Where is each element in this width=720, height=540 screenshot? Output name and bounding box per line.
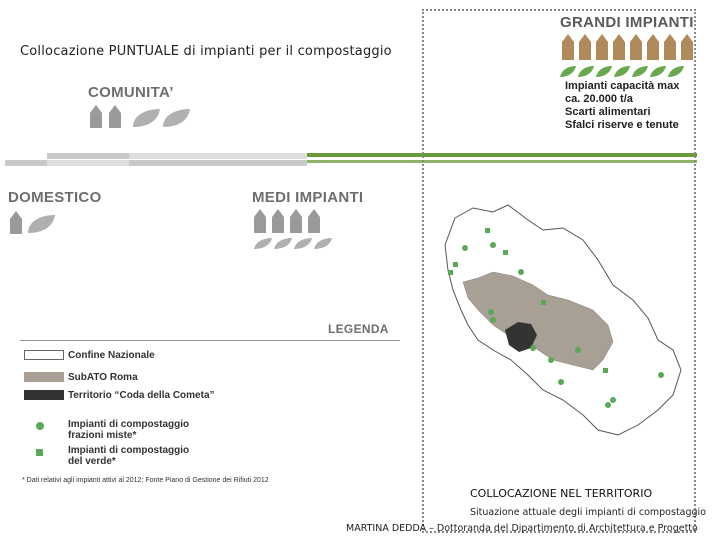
subtitle-caption: Situazione attuale degli impianti di compostaggio xyxy=(470,507,707,518)
legend-footnote: * Dati relativi agli impianti attivi al 2012; Fonte Piano di Gestione dei Rifiuti 2012 xyxy=(22,477,269,484)
house-icon xyxy=(681,34,693,60)
grandi-impianti-label: GRANDI IMPIANTI xyxy=(560,14,694,31)
leaf-icon xyxy=(28,215,55,233)
legend-label-cometa: Territorio “Coda della Cometa” xyxy=(68,390,215,401)
circle-marker-icon xyxy=(34,420,46,432)
house-icon xyxy=(664,34,676,60)
house-icon xyxy=(308,209,320,233)
house-icon xyxy=(10,211,22,234)
grandi-icons xyxy=(560,32,696,80)
scale-segment-comunita xyxy=(47,153,129,159)
house-icon xyxy=(290,209,302,233)
legend-label-confine: Confine Nazionale xyxy=(68,350,155,361)
house-icon xyxy=(647,34,659,60)
legend-label-green: Impianti di compostaggio del verde* xyxy=(68,445,190,467)
grandi-description xyxy=(565,80,679,132)
leaf-icon xyxy=(560,66,684,77)
legend-label-mixed: Impianti di compostaggio frazioni miste* xyxy=(68,419,190,441)
legend-swatch-confine xyxy=(24,350,64,360)
grandi-desc-line: Impianti capacità max xyxy=(565,80,680,92)
scale-segment-domestico xyxy=(5,160,47,166)
house-icon xyxy=(272,209,284,233)
house-icon xyxy=(254,209,266,233)
house-icon xyxy=(109,105,121,128)
legend-divider xyxy=(20,340,400,341)
house-icon xyxy=(579,34,591,60)
square-marker-icon xyxy=(34,447,46,459)
medi-icons xyxy=(252,207,342,252)
author-caption: MARTINA DEDDA – Dottoranda del Dipartimento di Architettura e Progetto xyxy=(346,523,698,534)
house-icon xyxy=(562,34,574,60)
legend-swatch-cometa xyxy=(24,390,64,400)
domestico-icons xyxy=(8,207,68,237)
page-title: Collocazione PUNTUALE di impianti per il compostaggio xyxy=(20,44,392,59)
medi-impianti-label: MEDI IMPIANTI xyxy=(252,189,364,206)
grandi-desc-line: Scarti alimentari xyxy=(565,106,651,118)
domestico-label: DOMESTICO xyxy=(8,189,102,206)
comunita-icons xyxy=(88,101,193,131)
house-icon xyxy=(630,34,642,60)
leaf-icon xyxy=(133,109,190,127)
territory-map xyxy=(433,200,693,485)
legend-label-subato: SubATO Roma xyxy=(68,372,138,383)
scale-segment-medi xyxy=(129,160,307,166)
house-icon xyxy=(90,105,102,128)
map-caption: COLLOCAZIONE NEL TERRITORIO xyxy=(470,487,653,500)
grandi-desc-line: Sfalci riserve e tenute xyxy=(565,119,679,131)
house-icon xyxy=(596,34,608,60)
comunita-label: COMUNITA’ xyxy=(88,84,174,101)
grandi-desc-line: ca. 20.000 t/a xyxy=(565,93,633,105)
legend-title: LEGENDA xyxy=(328,322,389,336)
house-icon xyxy=(613,34,625,60)
legend-swatch-subato xyxy=(24,372,64,382)
leaf-icon xyxy=(254,238,332,249)
